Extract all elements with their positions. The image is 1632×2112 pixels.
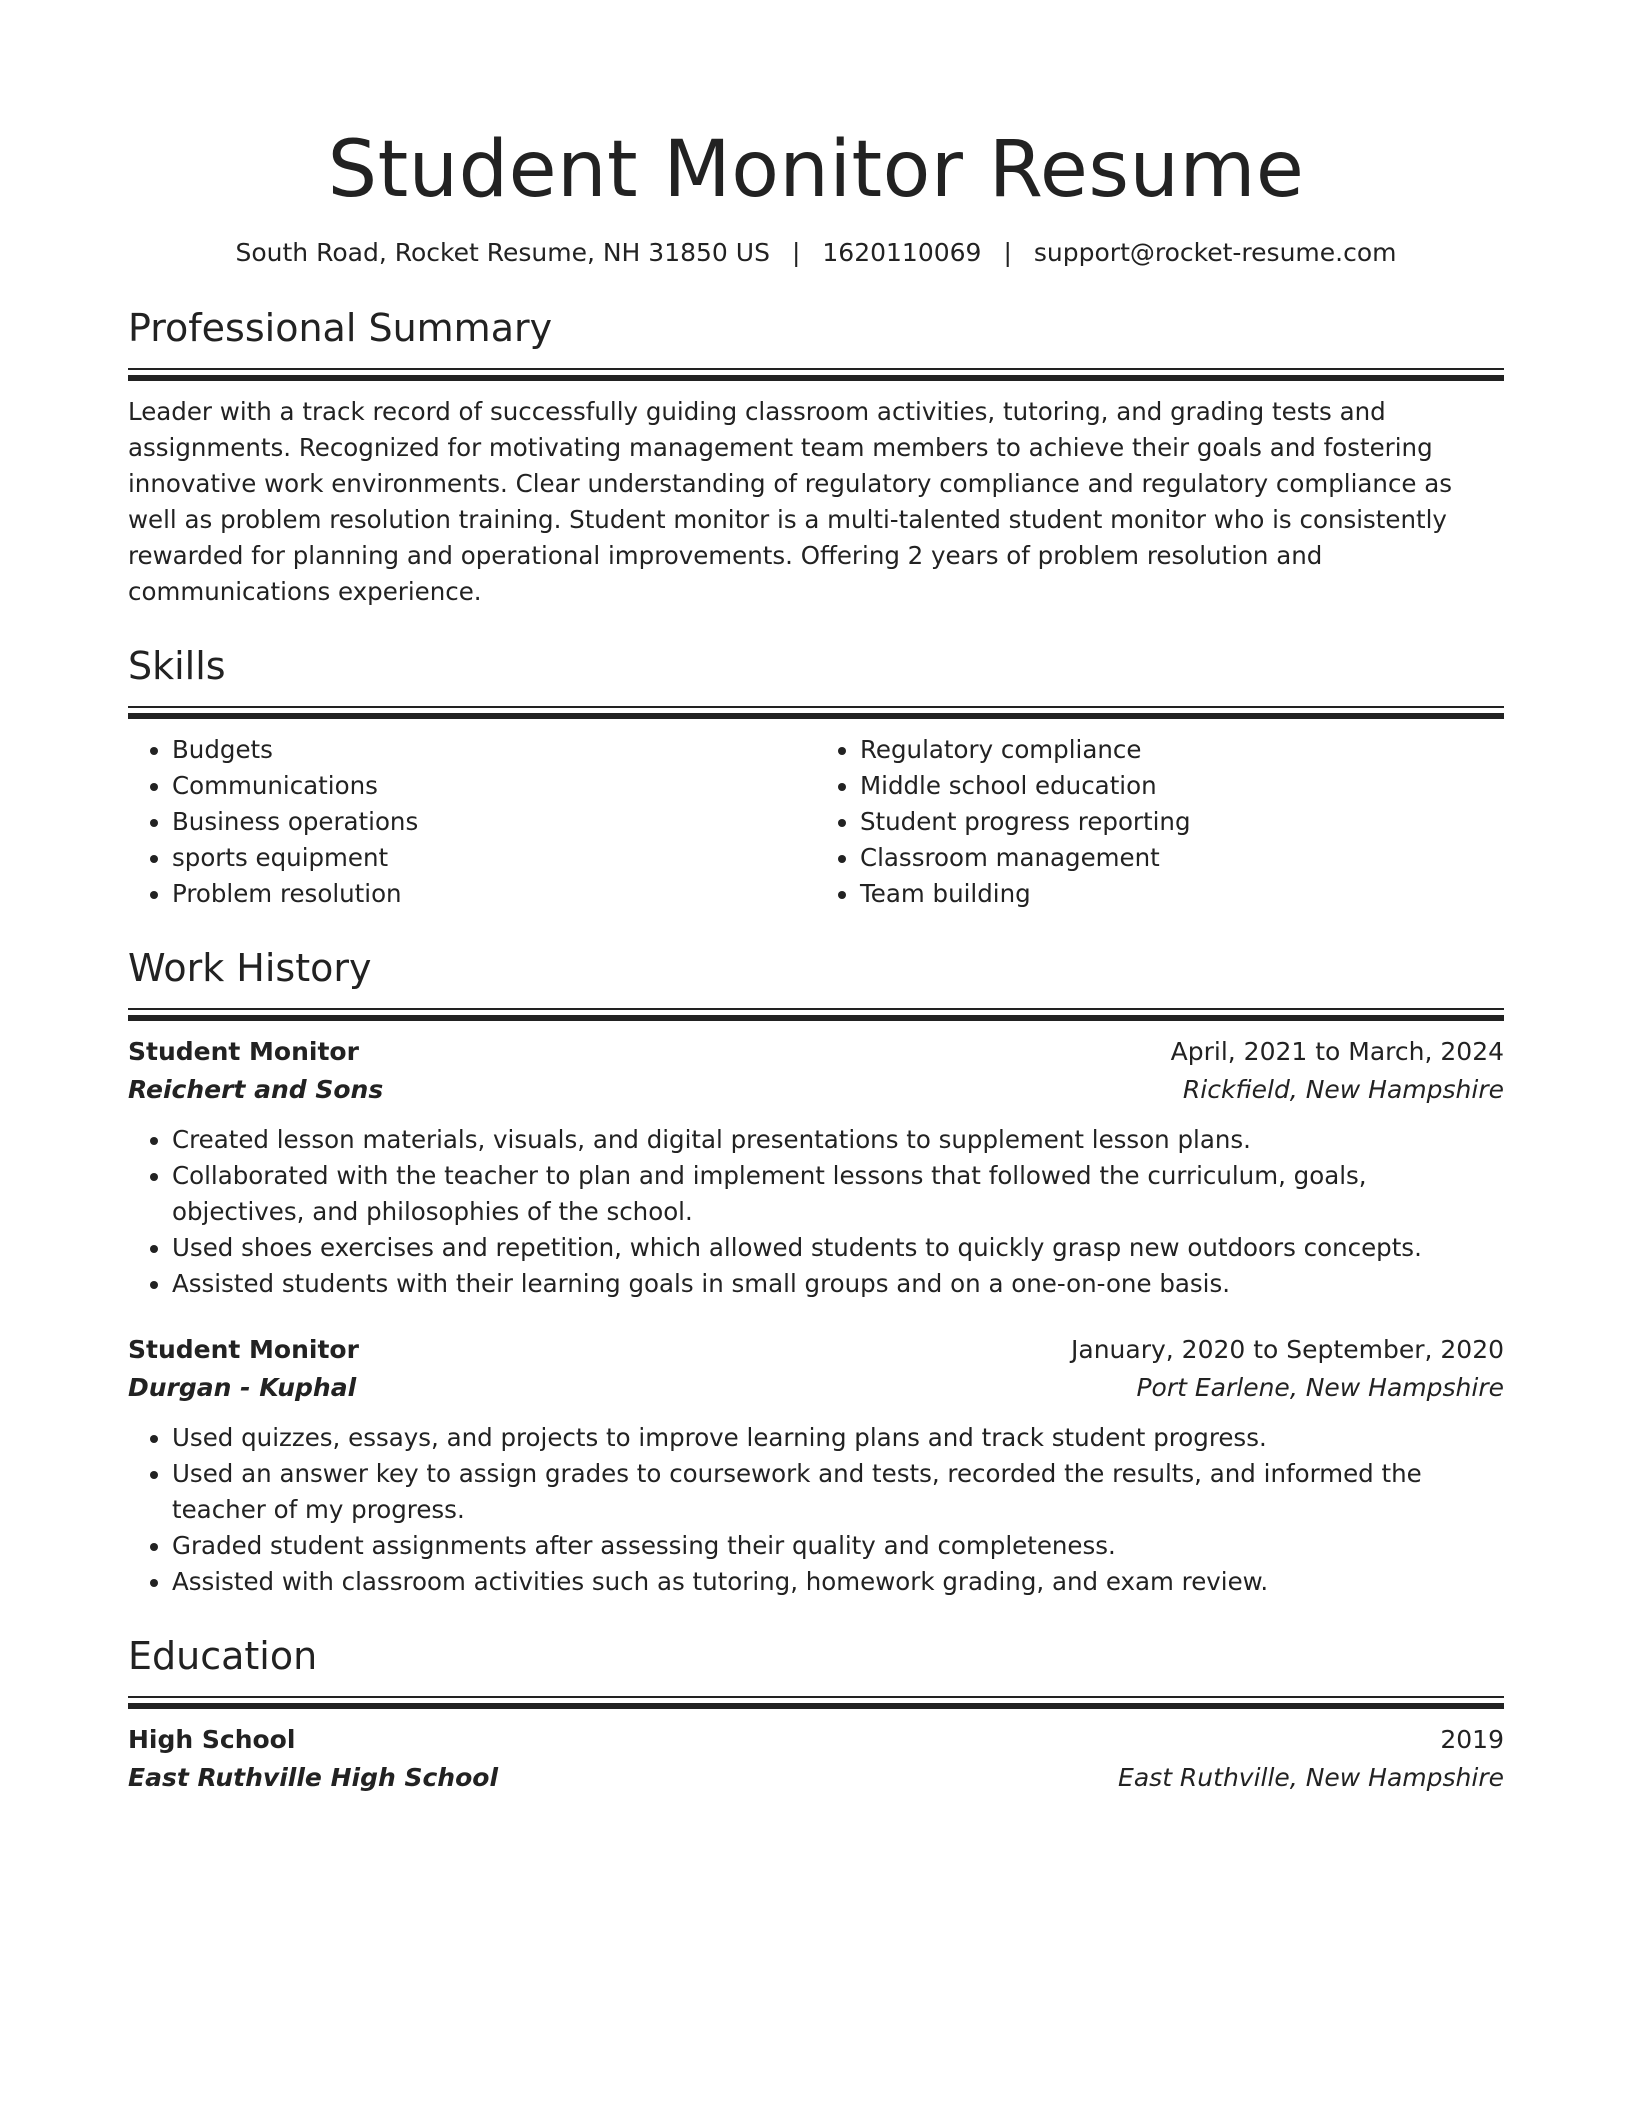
summary-text: Leader with a track record of successfully guiding classroom activities, tutoring, and grading tests and assignments. Recognized for motivating management team members to achieve their goals and fostering innovative work environments. Clear understanding of regulatory compliance and regulatory compliance as well as problem resolution training. Student monitor is a multi-talented student monitor who is consistently rewarded for planning and operational improvements. Offering 2 years of problem resolution and communications experience.: [128, 397, 1453, 606]
job-company: Durgan - Kuphal: [128, 1373, 357, 1402]
section-divider: [128, 1696, 1504, 1708]
skill-item: • Student progress reporting: [860, 804, 1504, 840]
contact-separator: |: [1003, 238, 1012, 267]
skill-item: • Regulatory compliance: [860, 732, 1504, 768]
section-divider: [128, 706, 1504, 718]
summary-heading: Professional Summary: [128, 306, 553, 350]
duty-item: • Assisted students with their learning goals in small groups and on a one-on-one basis.: [172, 1266, 1504, 1302]
education-heading: Education: [128, 1634, 318, 1678]
contact-phone: 1620110069: [822, 238, 982, 267]
job-duties: [128, 1420, 1504, 1600]
duty-item: • Used shoes exercises and repetition, which allowed students to quickly grasp new outdoors concepts.: [172, 1230, 1504, 1266]
job-title: Student Monitor: [128, 1037, 359, 1066]
education-year: 2019: [1440, 1725, 1504, 1754]
skill-item: • Budgets: [172, 732, 816, 768]
contact-line: [128, 236, 1504, 270]
duty-item: • Assisted with classroom activities such as tutoring, homework grading, and exam review.: [172, 1564, 1504, 1600]
resume-title: Student Monitor Resume: [327, 125, 1305, 215]
skill-item: • Problem resolution: [172, 876, 816, 912]
job-dates: January, 2020 to September, 2020: [1071, 1335, 1504, 1364]
job-duties: [128, 1122, 1504, 1302]
skill-item: • sports equipment: [172, 840, 816, 876]
education-entry: [128, 1722, 1504, 1796]
work-heading: Work History: [128, 946, 372, 990]
job-entry: [128, 1034, 1504, 1302]
job-location: Rickfield, New Hampshire: [1182, 1075, 1504, 1104]
education-location: East Ruthville, New Hampshire: [1118, 1763, 1504, 1792]
job-location: Port Earlene, New Hampshire: [1136, 1373, 1504, 1402]
education-school: East Ruthville High School: [128, 1763, 499, 1792]
skill-item: • Team building: [860, 876, 1504, 912]
job-dates: April, 2021 to March, 2024: [1170, 1037, 1504, 1066]
duty-item: • Collaborated with the teacher to plan and implement lessons that followed the curriculum, goals, objectives, and philosophies of the school.: [172, 1158, 1504, 1230]
contact-separator: |: [791, 238, 801, 267]
job-entry: [128, 1332, 1504, 1600]
skills-column-left: [128, 732, 816, 912]
job-company: Reichert and Sons: [128, 1075, 384, 1104]
duty-item: • Used an answer key to assign grades to coursework and tests, recorded the results, and informed the teacher of my progress.: [172, 1456, 1504, 1528]
skill-item: • Business operations: [172, 804, 816, 840]
skills-list: [128, 732, 1504, 912]
skills-column-right: [816, 732, 1504, 912]
duty-item: • Graded student assignments after assessing their quality and completeness.: [172, 1528, 1504, 1564]
contact-address: South Road, Rocket Resume, NH 31850 US: [235, 238, 770, 267]
section-divider: [128, 368, 1504, 380]
section-divider: [128, 1008, 1504, 1020]
duty-item: • Created lesson materials, visuals, and digital presentations to supplement lesson plans.: [172, 1122, 1504, 1158]
skill-item: • Communications: [172, 768, 816, 804]
skill-item: • Classroom management: [860, 840, 1504, 876]
education-degree: High School: [128, 1725, 296, 1754]
contact-email[interactable]: support@rocket-resume.com: [1033, 238, 1397, 267]
skill-item: • Middle school education: [860, 768, 1504, 804]
duty-item: • Used quizzes, essays, and projects to improve learning plans and track student progress.: [172, 1420, 1504, 1456]
skills-heading: Skills: [128, 644, 226, 688]
job-title: Student Monitor: [128, 1335, 359, 1364]
